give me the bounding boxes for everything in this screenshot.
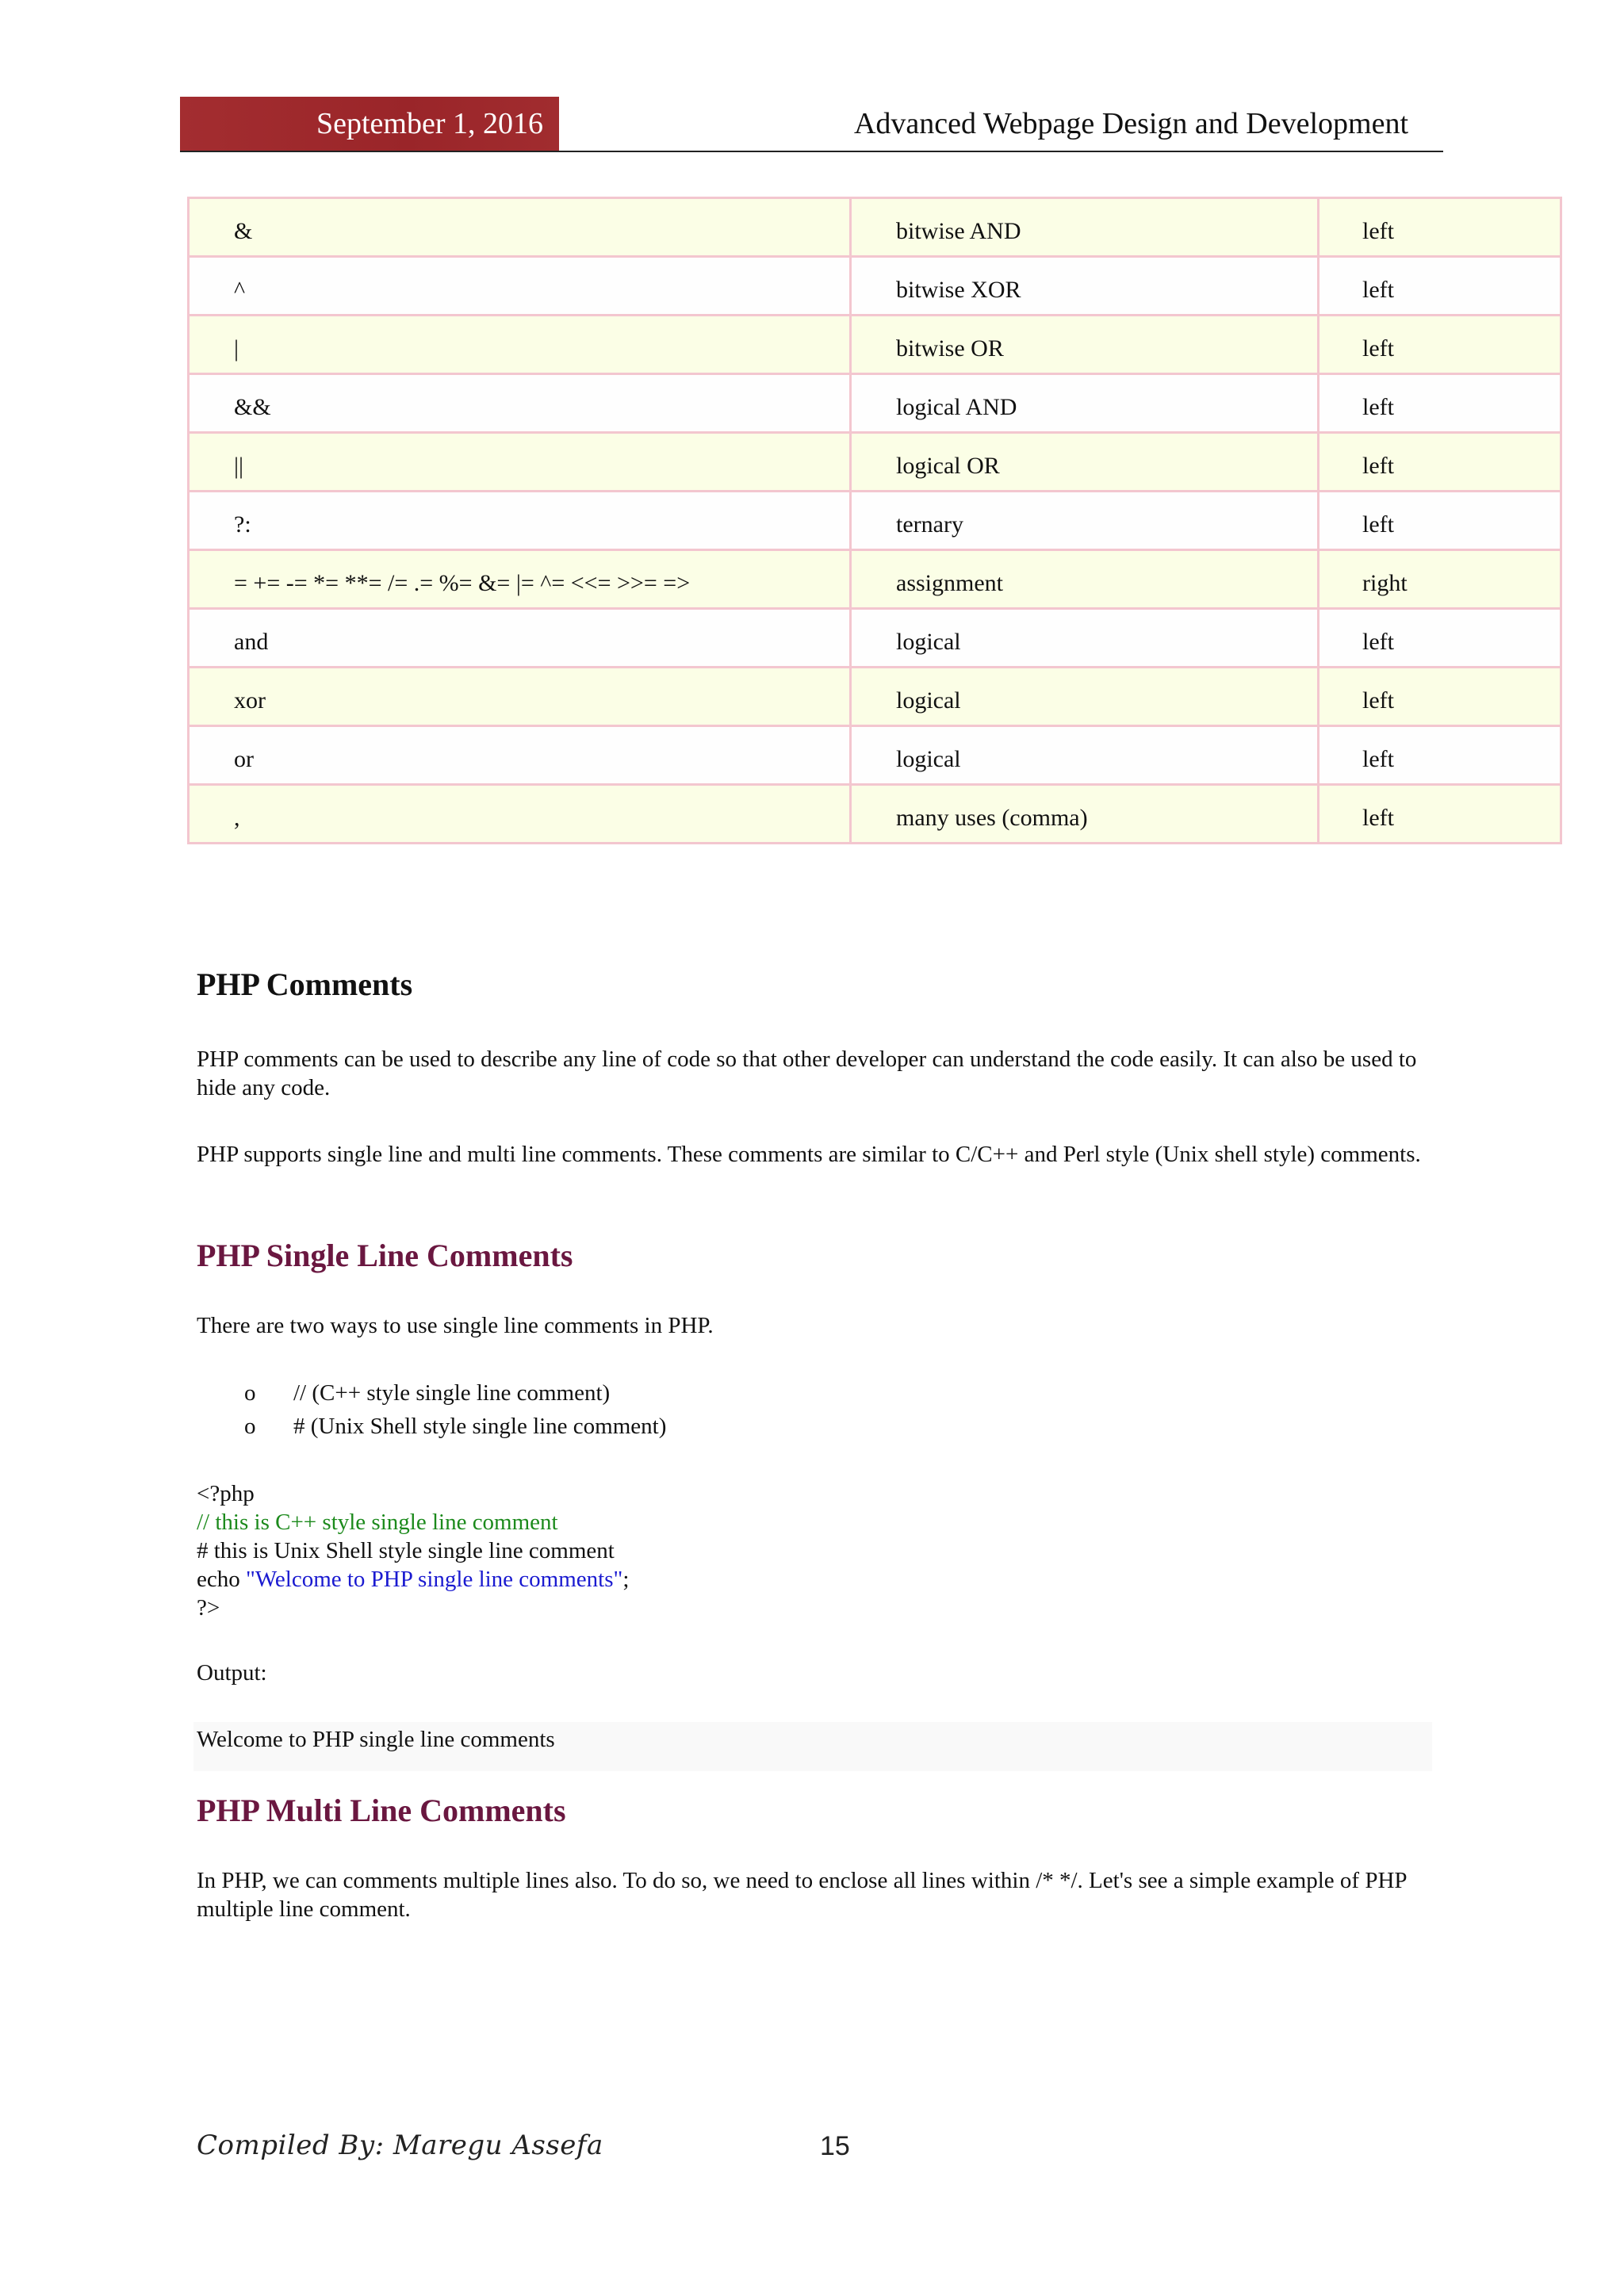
- associativity-cell: right: [1319, 550, 1561, 609]
- operator-cell: xor: [189, 668, 851, 726]
- description-cell: bitwise OR: [851, 316, 1319, 374]
- associativity-cell: left: [1319, 257, 1561, 316]
- table-row: [189, 550, 1561, 609]
- operator-cell: or: [189, 726, 851, 785]
- associativity-cell: left: [1319, 374, 1561, 433]
- description-cell: bitwise XOR: [851, 257, 1319, 316]
- operators-table-body: [189, 198, 1561, 844]
- header-title: Advanced Webpage Design and Development: [853, 107, 1408, 140]
- code-block: [197, 1479, 629, 1622]
- section-php-comments: [197, 966, 1434, 1003]
- description-cell: logical: [851, 609, 1319, 668]
- code-line-echo: [197, 1565, 629, 1594]
- para-multi: In PHP, we can comments multiple lines also. To do so, we need to enclose all lines within /* */. Let's see a simple example of PHP multiple line comment.: [197, 1868, 1407, 1922]
- table-row: [189, 785, 1561, 844]
- heading-single-line-comments: PHP Single Line Comments: [197, 1238, 573, 1273]
- operator-cell: and: [189, 609, 851, 668]
- code-echo-keyword: echo: [197, 1567, 246, 1592]
- table-row: [189, 316, 1561, 374]
- description-cell: assignment: [851, 550, 1319, 609]
- heading-multi-line-comments: PHP Multi Line Comments: [197, 1793, 566, 1828]
- table-row: [189, 433, 1561, 492]
- associativity-cell: left: [1319, 433, 1561, 492]
- table-row: [189, 257, 1561, 316]
- operators-table: [187, 197, 1562, 844]
- output-label-wrap: [197, 1659, 1434, 1687]
- para-comments-1: PHP comments can be used to describe any line of code so that other developer can understand the code easily. It can also be used to hide any code.: [197, 1047, 1417, 1100]
- bullet-mark: o: [244, 1380, 256, 1406]
- bullet-text: # (Unix Shell style single line comment): [293, 1414, 667, 1439]
- code-line: ?>: [197, 1595, 220, 1621]
- para-comments-2: PHP supports single line and multi line comments. These comments are similar to C/C++ and Perl style (Unix shell style) comments.: [197, 1142, 1421, 1167]
- bullet-mark: o: [244, 1414, 256, 1439]
- description-cell: logical OR: [851, 433, 1319, 492]
- bullet-text: // (C++ style single line comment): [293, 1380, 611, 1406]
- operator-cell: ||: [189, 433, 851, 492]
- table-row: [189, 668, 1561, 726]
- code-echo-semicolon: ;: [622, 1567, 630, 1592]
- output-text: Welcome to PHP single line comments: [197, 1727, 555, 1752]
- operator-cell: &&: [189, 374, 851, 433]
- associativity-cell: left: [1319, 668, 1561, 726]
- output-label: Output:: [197, 1660, 267, 1686]
- description-cell: many uses (comma): [851, 785, 1319, 844]
- description-cell: bitwise AND: [851, 198, 1319, 257]
- table-row: [189, 492, 1561, 550]
- footer-author: Compiled By: Maregu Assefa: [197, 2130, 603, 2161]
- code-echo-string: "Welcome to PHP single line comments": [246, 1567, 623, 1592]
- operator-cell: ?:: [189, 492, 851, 550]
- table-row: [189, 726, 1561, 785]
- operator-cell: = += -= *= **= /= .= %= &= |= ^= <<= >>= =>: [189, 550, 851, 609]
- header-rule: [180, 151, 1443, 152]
- section-multi-line: [197, 1792, 1434, 1829]
- table-row: [189, 374, 1561, 433]
- associativity-cell: left: [1319, 785, 1561, 844]
- list-item: [244, 1410, 666, 1443]
- single-intro-wrap: [197, 1311, 1434, 1340]
- code-line-comment: // this is C++ style single line comment: [197, 1510, 558, 1535]
- associativity-cell: left: [1319, 316, 1561, 374]
- operator-cell: ^: [189, 257, 851, 316]
- description-cell: logical: [851, 668, 1319, 726]
- code-line: # this is Unix Shell style single line comment: [197, 1538, 615, 1563]
- para-comments-2-wrap: [197, 1140, 1434, 1169]
- associativity-cell: left: [1319, 198, 1561, 257]
- associativity-cell: left: [1319, 492, 1561, 550]
- description-cell: ternary: [851, 492, 1319, 550]
- operator-cell: ,: [189, 785, 851, 844]
- associativity-cell: left: [1319, 726, 1561, 785]
- header-date: September 1, 2016: [180, 97, 559, 151]
- description-cell: logical AND: [851, 374, 1319, 433]
- para-comments-1-wrap: [197, 1045, 1434, 1102]
- associativity-cell: left: [1319, 609, 1561, 668]
- heading-php-comments: PHP Comments: [197, 966, 413, 1002]
- multi-para-wrap: [197, 1866, 1434, 1923]
- code-line: <?php: [197, 1481, 255, 1506]
- single-bullet-list: [244, 1376, 666, 1443]
- list-item: [244, 1376, 666, 1410]
- section-single-line: [197, 1237, 1434, 1274]
- page-header: [180, 97, 1443, 152]
- page-number: 15: [820, 2131, 850, 2161]
- table-row: [189, 609, 1561, 668]
- operator-cell: |: [189, 316, 851, 374]
- single-intro: There are two ways to use single line comments in PHP.: [197, 1313, 714, 1338]
- operator-cell: &: [189, 198, 851, 257]
- description-cell: logical: [851, 726, 1319, 785]
- table-row: [189, 198, 1561, 257]
